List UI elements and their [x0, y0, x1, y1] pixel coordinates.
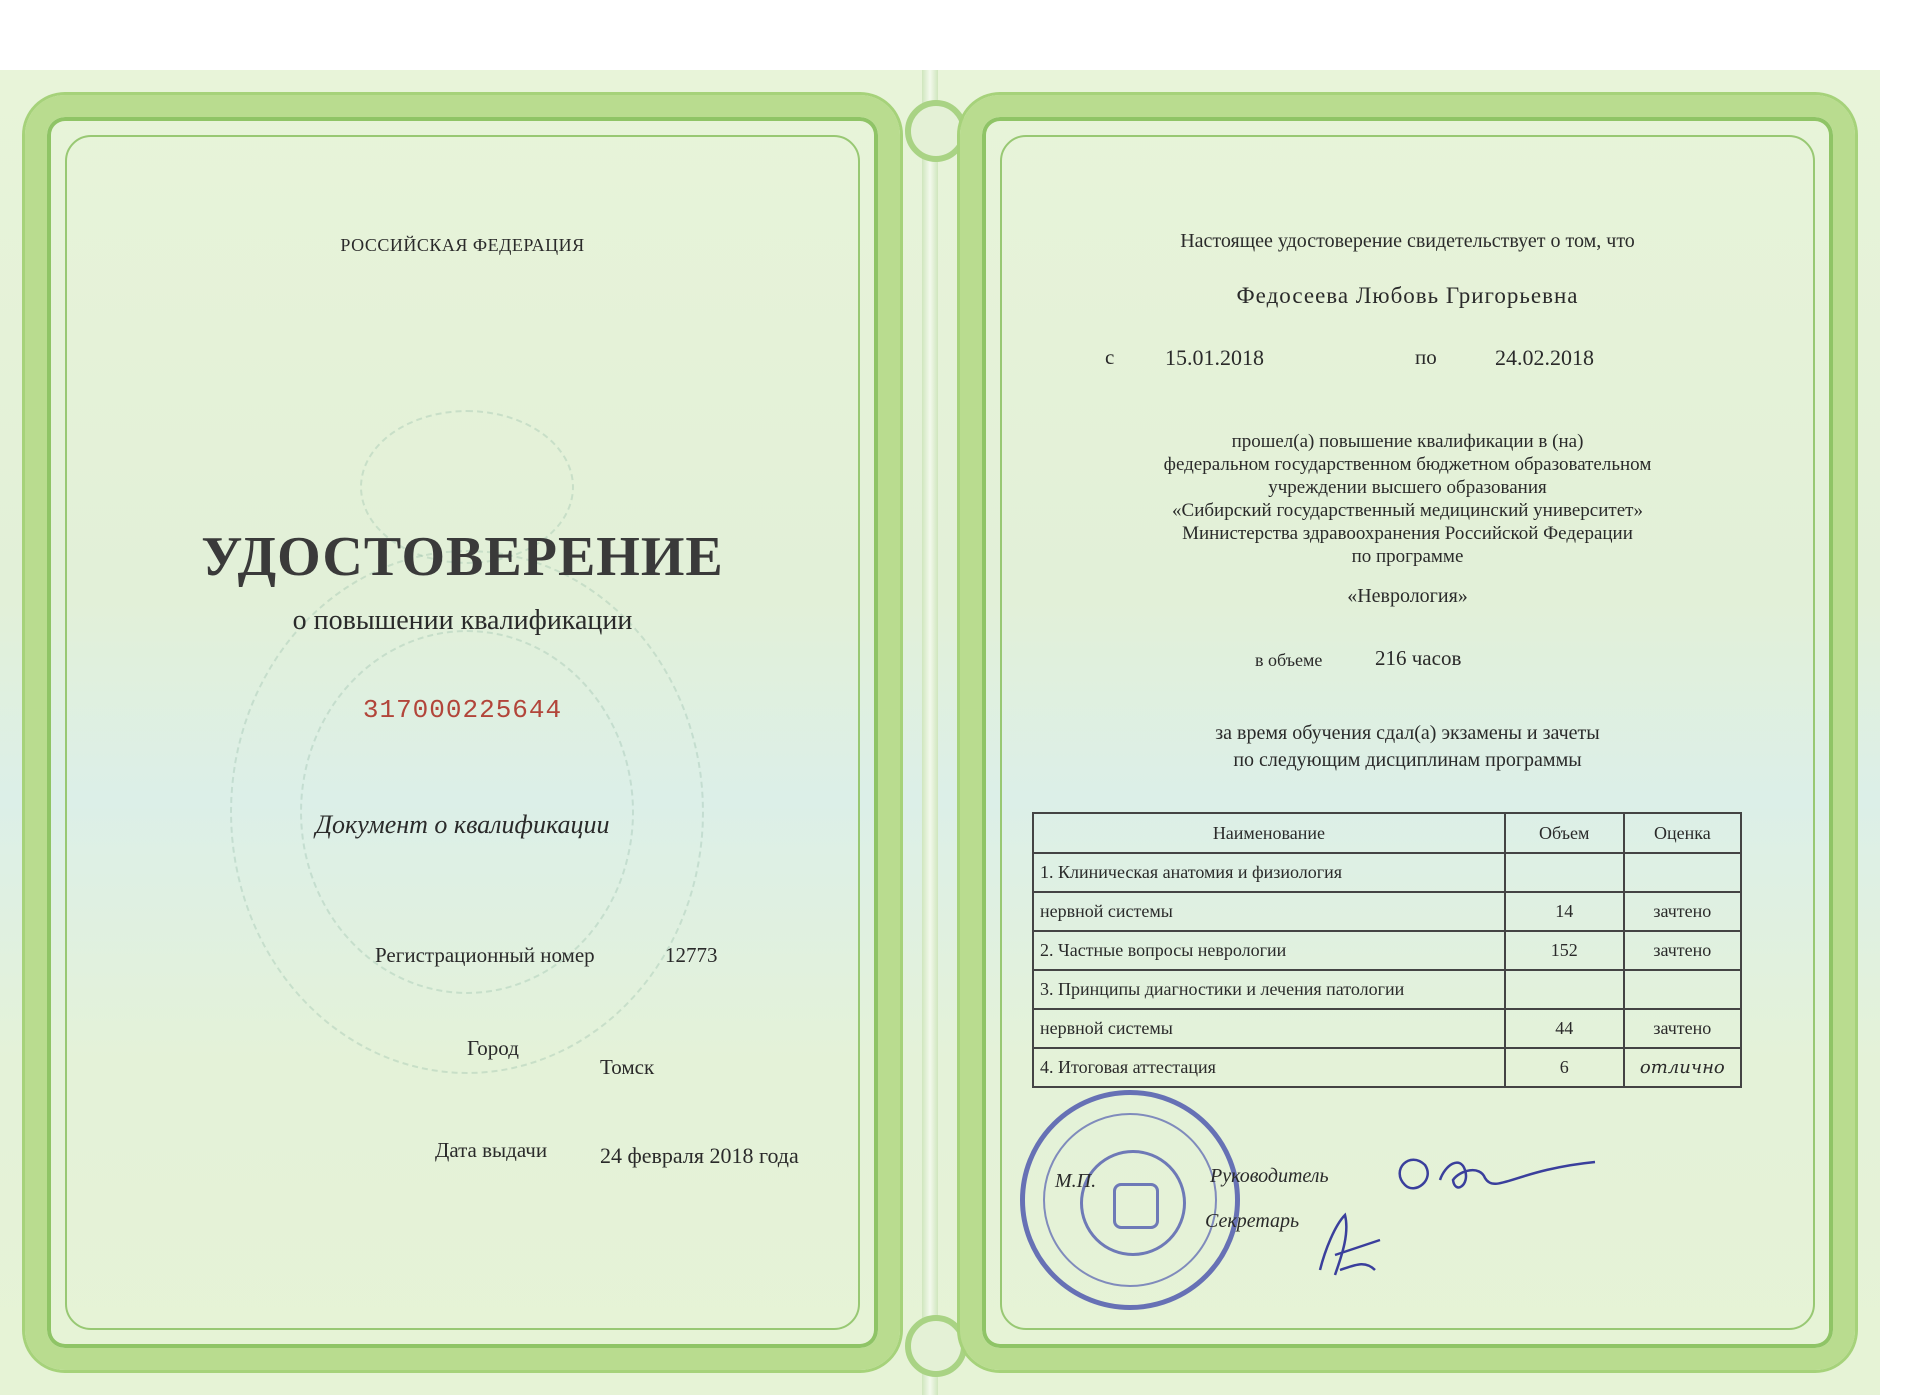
institution-block — [935, 430, 1880, 568]
discipline-grade: зачтено — [1624, 1009, 1741, 1048]
discipline-volume: 6 — [1505, 1048, 1624, 1087]
discipline-volume: 14 — [1505, 892, 1624, 931]
issue-date-value: 24 февраля 2018 года — [600, 1143, 799, 1168]
certificate-subtitle: о повышении квалификации — [292, 605, 633, 636]
certificate-spread — [0, 70, 1880, 1395]
city-label: Город — [467, 1036, 519, 1060]
discipline-grade — [1624, 970, 1741, 1009]
right-page — [935, 70, 1880, 1395]
table-row — [1033, 1009, 1741, 1048]
document-type: Документ о квалификации — [315, 810, 610, 839]
discipline-name: нервной системы — [1033, 892, 1505, 931]
from-label: с — [1105, 345, 1115, 369]
city-value: Томск — [600, 1055, 655, 1079]
institution-line: прошел(а) повышение квалификации в (на) — [1231, 431, 1584, 452]
discipline-name: нервной системы — [1033, 1009, 1505, 1048]
holder-name: Федосеева Любовь Григорьевна — [1236, 283, 1579, 308]
disciplines-table — [1032, 812, 1742, 1088]
discipline-volume: 44 — [1505, 1009, 1624, 1048]
institution-line: «Сибирский государственный медицинский университет» — [1172, 500, 1643, 521]
start-date: 15.01.2018 — [1165, 345, 1264, 370]
institution-line: федеральном государственном бюджетном образовательном — [1163, 454, 1652, 475]
discipline-grade: зачтено — [1624, 931, 1741, 970]
stamp-inner-ring — [1080, 1150, 1186, 1256]
program-name: «Неврология» — [1347, 585, 1468, 607]
secretary-label: Секретарь — [1205, 1210, 1300, 1232]
discipline-volume — [1505, 970, 1624, 1009]
end-date: 24.02.2018 — [1495, 345, 1594, 370]
discipline-grade: зачтено — [1624, 892, 1741, 931]
secretary-signature — [1305, 1200, 1395, 1290]
institution-line: по программе — [1351, 546, 1464, 567]
head-label: Руководитель — [1210, 1165, 1329, 1187]
registration-label: Регистрационный номер — [375, 943, 595, 967]
discipline-name: 2. Частные вопросы неврологии — [1033, 931, 1505, 970]
serial-number: 317000225644 — [362, 695, 563, 725]
discipline-name: 1. Клиническая анатомия и физиология — [1033, 853, 1505, 892]
discipline-volume: 152 — [1505, 931, 1624, 970]
table-row — [1033, 970, 1741, 1009]
to-label: по — [1415, 345, 1437, 369]
issue-date-label: Дата выдачи — [435, 1138, 548, 1162]
table-row — [1033, 1048, 1741, 1087]
intro-text: Настоящее удостоверение свидетельствует о том, что — [1180, 230, 1635, 252]
left-page — [0, 70, 925, 1395]
discipline-name: 3. Принципы диагностики и лечения патологии — [1033, 970, 1505, 1009]
table-header-row — [1033, 813, 1741, 853]
stamp-label: М.П. — [1055, 1170, 1097, 1192]
coat-of-arms-icon — [1113, 1183, 1159, 1229]
exams-line: за время обучения сдал(а) экзамены и зачеты — [1215, 722, 1600, 744]
exams-line: по следующим дисциплинам программы — [1233, 749, 1582, 771]
header-volume: Объем — [1505, 813, 1624, 853]
table-row — [1033, 892, 1741, 931]
registration-number: 12773 — [665, 943, 718, 967]
official-stamp — [1020, 1090, 1240, 1310]
discipline-grade-handwritten: отлично — [1624, 1048, 1741, 1087]
volume-label: в объеме — [1255, 650, 1323, 670]
discipline-grade — [1624, 853, 1741, 892]
certificate-title: УДОСТОВЕРЕНИЕ — [201, 526, 724, 588]
country-header: РОССИЙСКАЯ ФЕДЕРАЦИЯ — [340, 235, 585, 255]
header-name: Наименование — [1033, 813, 1505, 853]
volume-value: 216 часов — [1375, 646, 1462, 670]
table-row — [1033, 931, 1741, 970]
header-grade: Оценка — [1624, 813, 1741, 853]
head-signature — [1385, 1140, 1615, 1220]
institution-line: учреждении высшего образования — [1268, 477, 1547, 498]
discipline-volume — [1505, 853, 1624, 892]
table-row — [1033, 853, 1741, 892]
discipline-name: 4. Итоговая аттестация — [1033, 1048, 1505, 1087]
exams-text — [935, 720, 1880, 774]
institution-line: Министерства здравоохранения Российской Федерации — [1182, 523, 1633, 544]
